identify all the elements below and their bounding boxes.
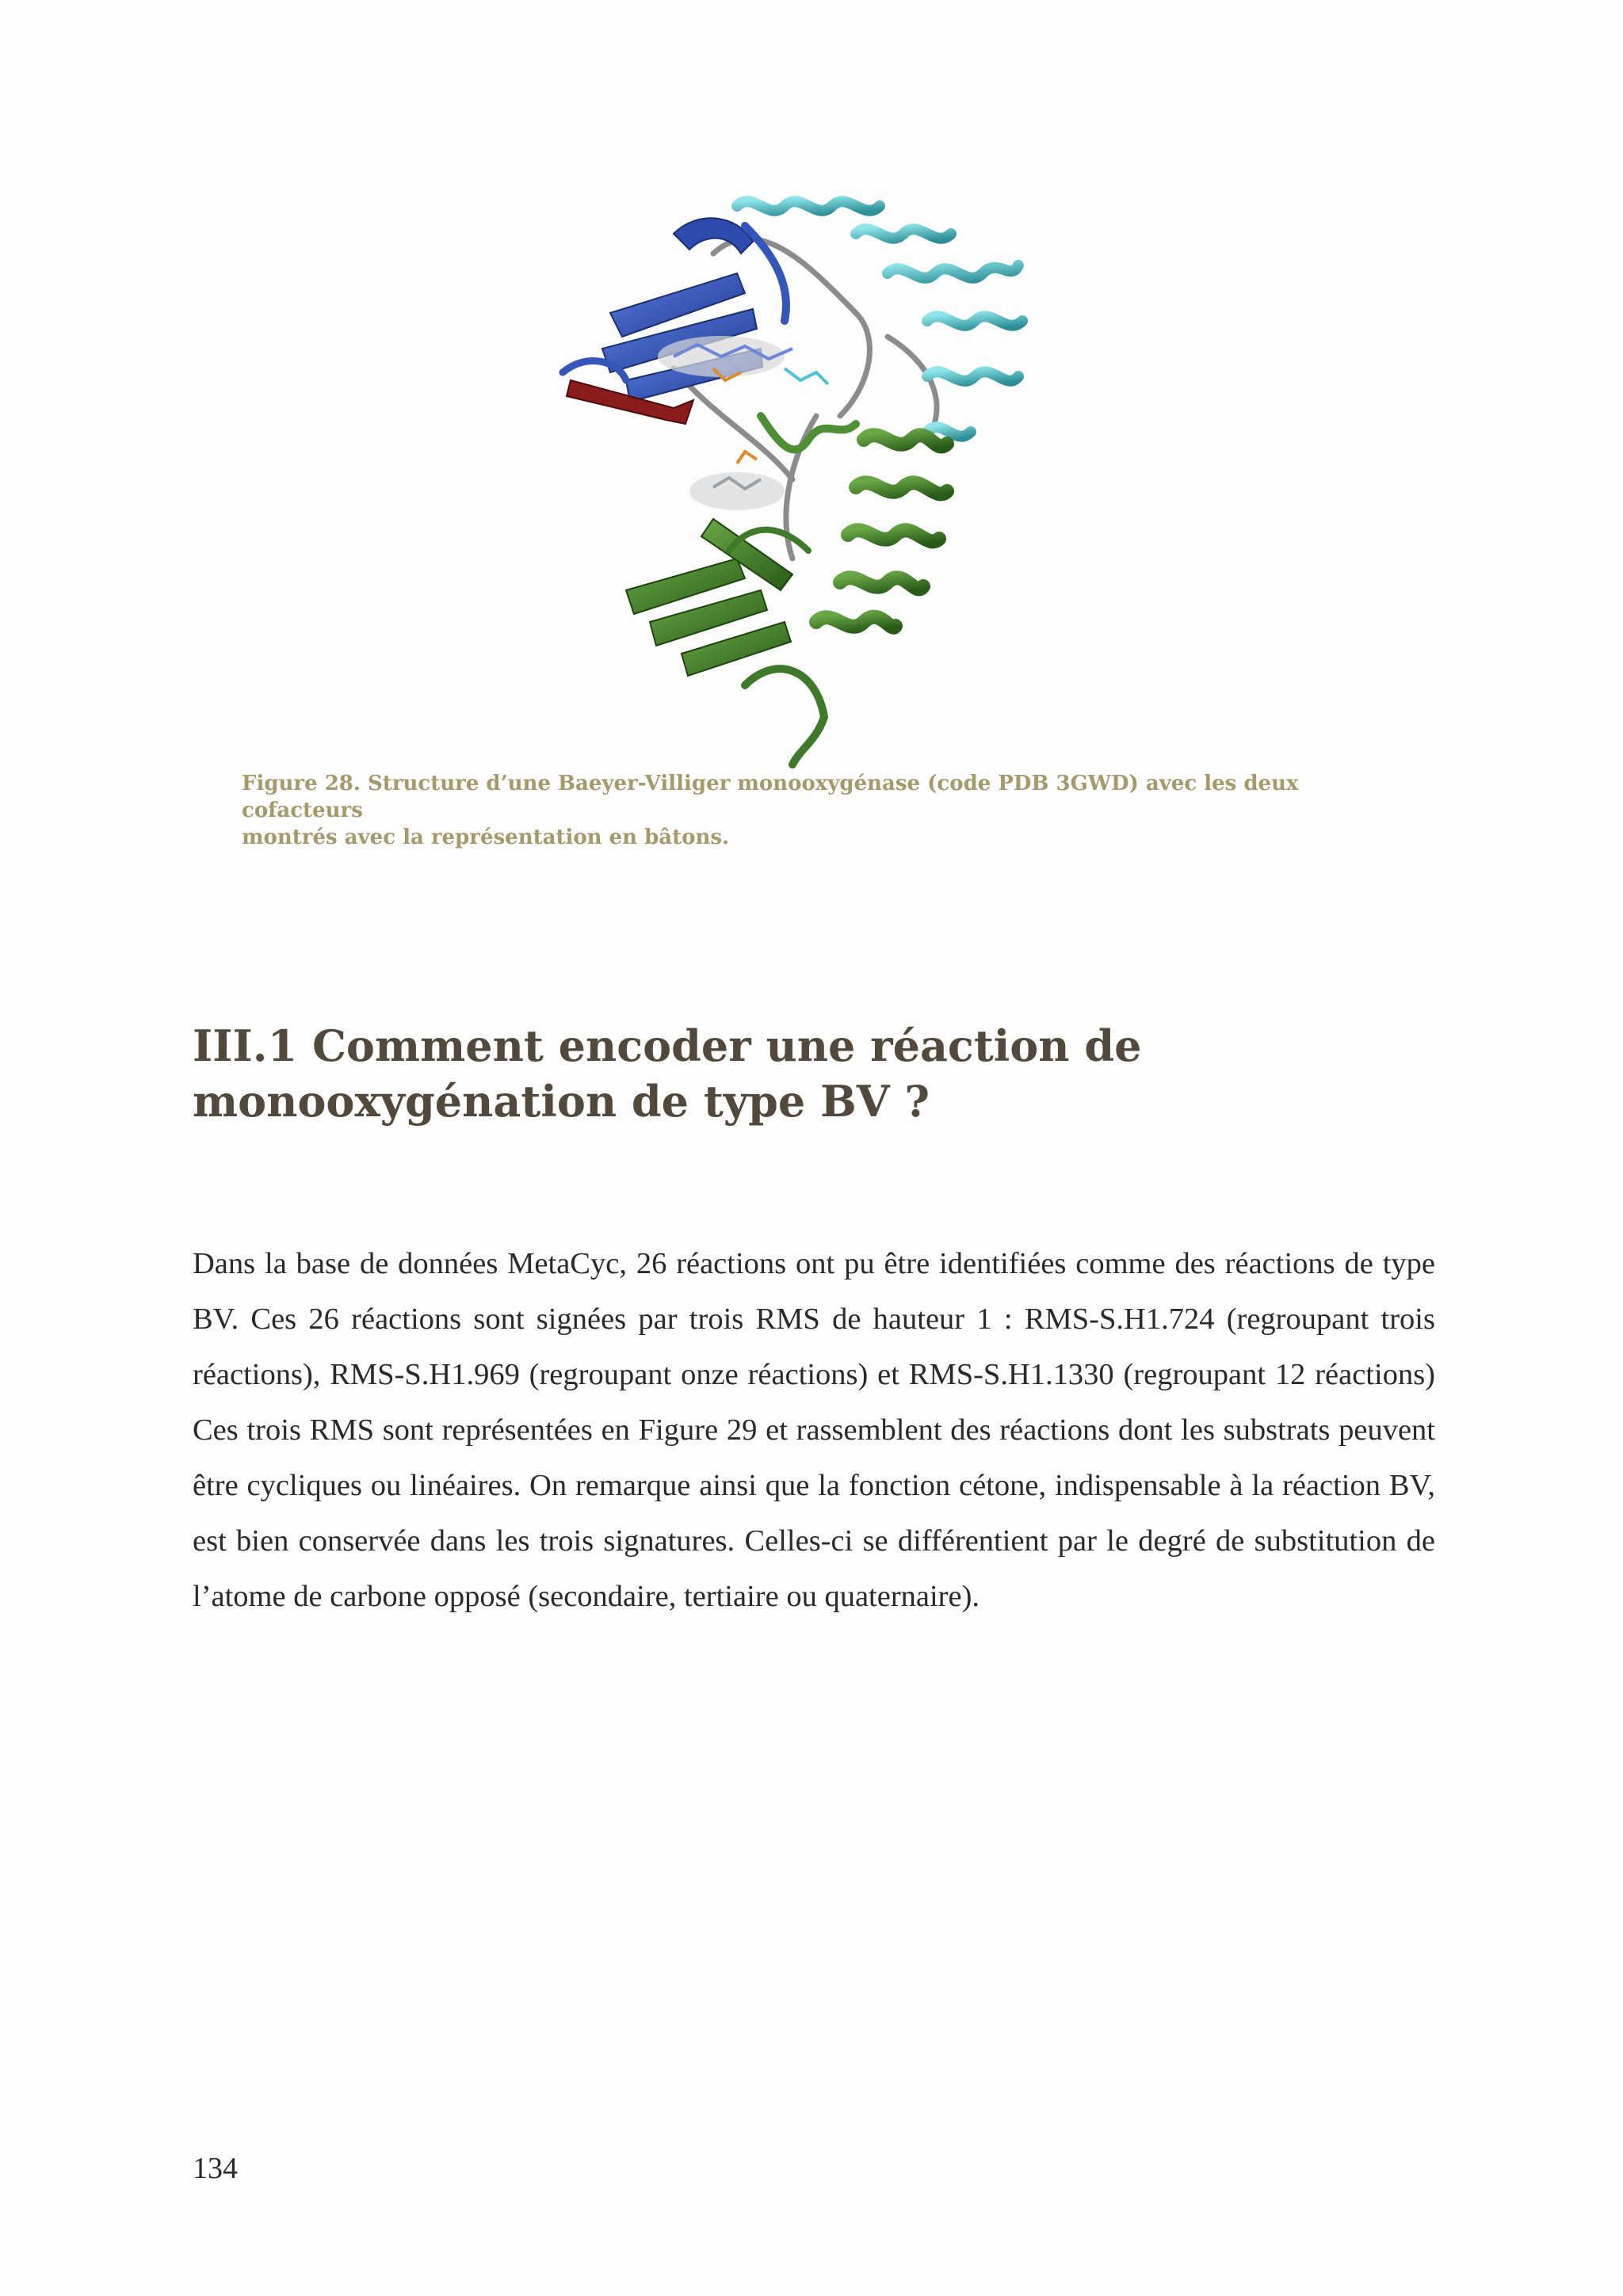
caption-line-1: Figure 28. Structure d’une Baeyer-Villiger monooxygénase (code PDB 3GWD) avec les deux cofacteurs — [242, 772, 1299, 822]
body-paragraph: Dans la base de données MetaCyc, 26 réactions ont pu être identifiées comme des réactions de type BV. Ces 26 réactions sont signées par trois RMS de hauteur 1 : RMS-S.H1.724 (regroupant trois réactions), RMS-S.H1.969 (regroupant onze réactions) et RMS-S.H1.1330 (regroupant 12 réactions) Ces trois RMS sont représentées en Figure 29 et rassemblent des réactions dont les substrats peuvent être cycliques ou linéaires. On remarque ainsi que la fonction cétone, indispensable à la réaction BV, est bien conservée dans les trois signatures. Celles-ci se différentient par le degré de substitution de l’atome de carbone opposé (secondaire, tertiaire ou quaternaire). — [193, 1247, 1435, 1613]
protein-structure-figure — [555, 178, 1062, 780]
cyan-domain — [737, 201, 1022, 437]
caption-line-2: montrés avec la représentation en bâtons. — [242, 826, 730, 849]
page-number: 134 — [193, 2152, 238, 2185]
section-heading: III.1 Comment encoder une réaction de monooxygénation de type BV ? — [193, 1020, 1142, 1127]
protein-ribbon-illustration — [555, 178, 1062, 780]
figure-caption — [242, 770, 1383, 851]
